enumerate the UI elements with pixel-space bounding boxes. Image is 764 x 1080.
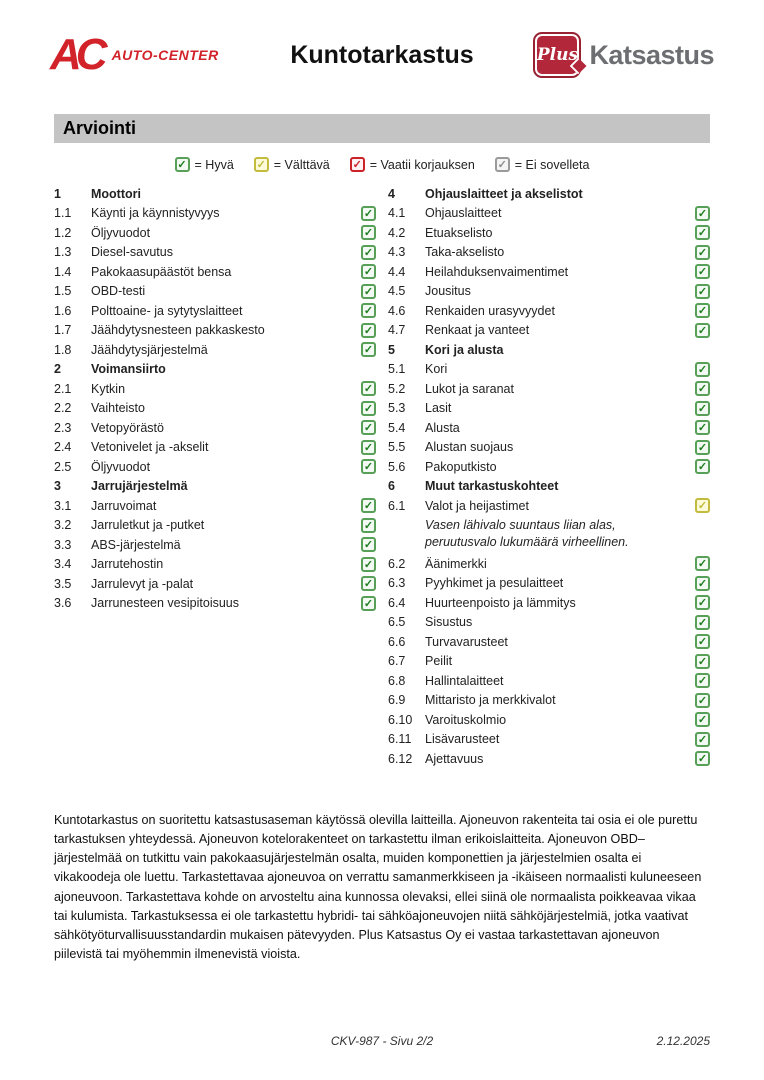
status-checkbox-good: ✓ (695, 634, 710, 649)
checklist-item-row (388, 730, 710, 750)
item-label: Renkaiden urasyvyydet (425, 303, 555, 318)
plus-katsastus-logo (514, 32, 714, 78)
item-number: 3.5 (54, 576, 72, 591)
item-label: Äänimerkki (425, 556, 487, 571)
status-checkbox-good: ✓ (361, 401, 376, 416)
checklist-item-row (54, 496, 376, 516)
section-header-row (388, 340, 710, 360)
item-label: Mittaristo ja merkkivalot (425, 693, 556, 708)
legend-entry-repair (350, 157, 475, 172)
item-label: Varoituskolmio (425, 712, 507, 727)
checklist-item-row (54, 594, 376, 614)
status-checkbox-good: ✓ (695, 206, 710, 221)
auto-center-monogram-icon: AC (50, 30, 102, 79)
section-header-row (54, 477, 376, 497)
footer-reg-page: CKV-987 - Sivu 2/2 (330, 1034, 434, 1048)
status-checkbox-good: ✓ (361, 420, 376, 435)
item-number: 1.3 (54, 245, 72, 260)
checklist-item-row (54, 418, 376, 438)
item-number: 4.3 (388, 245, 406, 260)
item-number: 6.1 (388, 498, 406, 513)
item-label: Pakoputkisto (425, 459, 497, 474)
page-header (0, 0, 764, 78)
status-checkbox-good: ✓ (695, 323, 710, 338)
item-label: Valot ja heijastimet (425, 498, 529, 513)
item-label: Peilit (425, 654, 453, 669)
status-checkbox-good: ✓ (361, 518, 376, 533)
item-number: 3.1 (54, 498, 72, 513)
item-number: 4.6 (388, 303, 406, 318)
item-label: Jarruvoimat (91, 498, 157, 513)
section-header-row (54, 360, 376, 380)
status-checkbox-good: ✓ (695, 459, 710, 474)
status-checkbox-good: ✓ (361, 498, 376, 513)
status-checkbox-good: ✓ (695, 595, 710, 610)
status-checkbox-good: ✓ (695, 576, 710, 591)
item-number: 4.1 (388, 206, 406, 221)
status-checkbox-good: ✓ (695, 673, 710, 688)
checklist-item-row (388, 418, 710, 438)
item-number: 3.4 (54, 557, 72, 572)
item-label: Ohjauslaitteet (425, 206, 502, 221)
status-checkbox-good: ✓ (695, 654, 710, 669)
item-number: 6.7 (388, 654, 406, 669)
status-checkbox-good: ✓ (361, 440, 376, 455)
checklist-item-row (388, 360, 710, 380)
item-number: 1.5 (54, 284, 72, 299)
item-number: 1.2 (54, 225, 72, 240)
status-checkbox-good: ✓ (361, 225, 376, 240)
item-number: 6.5 (388, 615, 406, 630)
item-label: Sisustus (425, 615, 473, 630)
item-label: Kytkin (91, 381, 126, 396)
good-checkbox-icon: ✓ (175, 157, 190, 172)
status-checkbox-good: ✓ (361, 342, 376, 357)
item-number: 5.6 (388, 459, 406, 474)
item-label: Jarrunesteen vesipitoisuus (91, 596, 239, 611)
item-number: 5.2 (388, 381, 406, 396)
item-number: 2.1 (54, 381, 72, 396)
section-title-bar (54, 114, 710, 143)
checklist-item-row (54, 262, 376, 282)
item-number: 5.5 (388, 440, 406, 455)
katsastus-logo-text: Katsastus (589, 39, 714, 70)
checklist-item-row (54, 438, 376, 458)
item-number: 6.12 (388, 751, 413, 766)
status-checkbox-good: ✓ (361, 596, 376, 611)
assessment-column-1 (54, 184, 376, 769)
checklist-item-row (388, 379, 710, 399)
item-label: Öljyvuodot (91, 459, 151, 474)
item-label: Pyyhkimet ja pesulaitteet (425, 576, 564, 591)
status-checkbox-good: ✓ (695, 712, 710, 727)
checklist-item-row (388, 399, 710, 419)
disclaimer-text: Kuntotarkastus on suoritettu katsastusaseman käytössä olevilla laitteilla. Ajoneuvon rakenteita tai osia ei ole purettu tarkastuksen yhteydessä. Ajoneuvon kotelorakenteet on tarkastettu ilman erikoislaitteita. Ajoneuvon OBD–järjestelmää on tutkittu vain pakokaasujärjestelmän osalta, muiden komponettien ja järjestelmien osalta ei vikakoodeja ole luettu. Tarkastettavaa ajoneuvoa on verrattu samanmerkkiseen ja -ikäiseen normaalisti kuluneeseen ajoneuvoon. Tarkastettava kohde on arvosteltu aina kunnossa olevaksi, ellei siinä ole normaalista poikkeavaa vikaa tai kulumista. Tarkastuksessa ei ole tarkastettu hybridi- tai sähköajoneuvojen niitä sähköjärjestelmiä, jotka vaativat sähkötyöturvallisuusstandardin mukaisen pätevyyden. Plus Katsastus Oy ei vastaa tarkastettavan ajoneuvon piilevistä tai myöhemmin ilmenevistä vioista. (54, 812, 702, 962)
item-label: Pakokaasupäästöt bensa (91, 264, 232, 279)
item-number: 5.3 (388, 401, 406, 416)
checklist-item-row (54, 555, 376, 575)
repair-checkbox-icon: ✓ (350, 157, 365, 172)
checklist-item-row (388, 262, 710, 282)
legend-label-good: = Hyvä (194, 157, 234, 172)
item-number: 2.4 (54, 440, 72, 455)
assessment-column-2 (388, 184, 710, 769)
item-label: Ajettavuus (425, 751, 484, 766)
item-number: 4.7 (388, 323, 406, 338)
checklist-item-row (54, 399, 376, 419)
item-label: Diesel-savutus (91, 245, 173, 260)
footer-date: 2.12.2025 (656, 1034, 710, 1048)
item-label: Vetonivelet ja -akselit (91, 440, 209, 455)
plus-badge-text: Plus (536, 45, 579, 65)
checklist-item-row (54, 321, 376, 341)
checklist-item-row (54, 340, 376, 360)
item-label: Jousitus (425, 284, 471, 299)
checklist-item-row (388, 632, 710, 652)
checklist-item-row (388, 321, 710, 341)
status-checkbox-fair: ✓ (695, 498, 710, 513)
checklist-item-row (54, 379, 376, 399)
status-legend (0, 157, 764, 172)
item-number: 3.3 (54, 537, 72, 552)
checklist-item-row (54, 223, 376, 243)
status-checkbox-good: ✓ (695, 732, 710, 747)
legend-label-repair: = Vaatii korjauksen (369, 157, 475, 172)
item-number: 6.10 (388, 712, 413, 727)
item-number: 4.2 (388, 225, 406, 240)
section-title: Arviointi (63, 118, 137, 138)
status-checkbox-good: ✓ (361, 576, 376, 591)
checklist-item-row (388, 204, 710, 224)
checklist-item-row (54, 204, 376, 224)
item-number: 1.7 (54, 323, 72, 338)
item-remark: Vasen lähivalo suuntaus liian alas, peruutusvalo lukumäärä virheellinen. (425, 517, 629, 550)
item-label: Jarrutehostin (91, 557, 164, 572)
item-number: 6.8 (388, 673, 406, 688)
section-title: Jarrujärjestelmä (91, 479, 188, 494)
status-checkbox-good: ✓ (695, 401, 710, 416)
checklist-item-row (388, 457, 710, 477)
fair-checkbox-icon: ✓ (254, 157, 269, 172)
item-number: 5.1 (388, 362, 406, 377)
item-label: Etuakselisto (425, 225, 493, 240)
item-label: Lukot ja saranat (425, 381, 514, 396)
section-header-row (388, 184, 710, 204)
checklist-item-row (388, 301, 710, 321)
item-label: Jarruletkut ja -putket (91, 518, 205, 533)
status-checkbox-good: ✓ (361, 206, 376, 221)
item-number: 6.11 (388, 732, 412, 747)
item-label: Jarrulevyt ja -palat (91, 576, 194, 591)
item-label: Öljyvuodot (91, 225, 151, 240)
status-checkbox-good: ✓ (361, 381, 376, 396)
section-number: 1 (54, 186, 61, 201)
auto-center-logo (50, 30, 250, 79)
item-number: 2.5 (54, 459, 72, 474)
checklist-item-row (388, 652, 710, 672)
checklist-item-row (54, 574, 376, 594)
checklist-item-row (388, 282, 710, 302)
checklist-item-row (388, 671, 710, 691)
status-checkbox-good: ✓ (695, 225, 710, 240)
checklist-item-row (388, 574, 710, 594)
checklist-item-row (388, 613, 710, 633)
item-label: Vetopyörästö (91, 420, 164, 435)
checklist-item-row (388, 749, 710, 769)
section-title: Ohjauslaitteet ja akselistot (425, 186, 583, 201)
item-number: 3.2 (54, 518, 72, 533)
checklist-item-row (388, 243, 710, 263)
status-checkbox-good: ✓ (361, 303, 376, 318)
section-number: 5 (388, 342, 395, 357)
auto-center-logo-text: AUTO-CENTER (111, 47, 219, 63)
checklist-item-row (388, 438, 710, 458)
section-title: Moottori (91, 186, 141, 201)
status-checkbox-good: ✓ (695, 615, 710, 630)
item-number: 6.9 (388, 693, 406, 708)
page-title: Kuntotarkastus (290, 40, 474, 69)
item-label: Heilahduksenvaimentimet (425, 264, 569, 279)
status-checkbox-good: ✓ (695, 751, 710, 766)
status-checkbox-good: ✓ (361, 245, 376, 260)
legend-label-fair: = Välttävä (273, 157, 330, 172)
item-label: Alustan suojaus (425, 440, 514, 455)
item-label: ABS-järjestelmä (91, 537, 181, 552)
status-checkbox-good: ✓ (695, 693, 710, 708)
status-checkbox-good: ✓ (361, 557, 376, 572)
status-checkbox-good: ✓ (695, 556, 710, 571)
status-checkbox-good: ✓ (695, 362, 710, 377)
checklist-item-row (54, 516, 376, 536)
section-number: 3 (54, 479, 61, 494)
section-number: 4 (388, 186, 395, 201)
status-checkbox-good: ✓ (695, 381, 710, 396)
status-checkbox-good: ✓ (361, 537, 376, 552)
item-number: 2.2 (54, 401, 72, 416)
plus-badge-icon (533, 32, 581, 78)
legend-label-na: = Ei sovelleta (514, 157, 590, 172)
section-header-row (388, 477, 710, 497)
page-footer (0, 1034, 764, 1050)
legend-entry-good (175, 157, 234, 172)
item-number: 6.2 (388, 556, 406, 571)
item-label: OBD-testi (91, 284, 146, 299)
checklist-item-row (388, 710, 710, 730)
na-checkbox-icon: ✓ (495, 157, 510, 172)
section-number: 6 (388, 479, 395, 494)
status-checkbox-good: ✓ (695, 284, 710, 299)
item-number: 6.3 (388, 576, 406, 591)
item-number: 3.6 (54, 596, 72, 611)
checklist-item-row (388, 593, 710, 613)
item-number: 1.1 (54, 206, 72, 221)
status-checkbox-good: ✓ (695, 245, 710, 260)
status-checkbox-good: ✓ (361, 323, 376, 338)
checklist-item-row (388, 496, 710, 516)
checklist-item-row (54, 282, 376, 302)
item-label: Polttoaine- ja sytytyslaitteet (91, 303, 243, 318)
section-title: Kori ja alusta (425, 342, 504, 357)
item-number: 1.4 (54, 264, 72, 279)
checklist-item-row (388, 691, 710, 711)
item-number: 5.4 (388, 420, 406, 435)
section-header-row (54, 184, 376, 204)
checklist-item-row (388, 554, 710, 574)
item-number: 6.4 (388, 595, 406, 610)
checklist-item-row (54, 301, 376, 321)
item-number: 4.5 (388, 284, 406, 299)
item-label: Taka-akselisto (425, 245, 505, 260)
checklist-item-row (388, 223, 710, 243)
item-label: Kori (425, 362, 448, 377)
status-checkbox-good: ✓ (695, 264, 710, 279)
item-number: 4.4 (388, 264, 406, 279)
item-label: Käynti ja käynnistyvyys (91, 206, 220, 221)
assessment-columns (0, 184, 764, 769)
status-checkbox-good: ✓ (695, 440, 710, 455)
checklist-item-row (54, 535, 376, 555)
item-number: 1.6 (54, 303, 72, 318)
item-number: 1.8 (54, 342, 72, 357)
checklist-item-row (54, 243, 376, 263)
item-number: 2.3 (54, 420, 72, 435)
status-checkbox-good: ✓ (695, 420, 710, 435)
legend-entry-fair (254, 157, 330, 172)
section-title: Muut tarkastuskohteet (425, 479, 559, 494)
status-checkbox-good: ✓ (695, 303, 710, 318)
item-label: Lisävarusteet (425, 732, 500, 747)
section-title: Voimansiirto (91, 362, 166, 377)
item-label: Hallintalaitteet (425, 673, 504, 688)
item-label: Renkaat ja vanteet (425, 323, 530, 338)
checklist-item-row (54, 457, 376, 477)
status-checkbox-good: ✓ (361, 264, 376, 279)
item-label: Huurteenpoisto ja lämmitys (425, 595, 576, 610)
item-label: Vaihteisto (91, 401, 145, 416)
legend-entry-na (495, 157, 590, 172)
item-label: Turvavarusteet (425, 634, 508, 649)
item-label: Jäähdytysjärjestelmä (91, 342, 208, 357)
status-checkbox-good: ✓ (361, 459, 376, 474)
item-label: Lasit (425, 401, 452, 416)
item-label: Alusta (425, 420, 460, 435)
item-label: Jäähdytysnesteen pakkaskesto (91, 323, 265, 338)
item-number: 6.6 (388, 634, 406, 649)
section-number: 2 (54, 362, 61, 377)
status-checkbox-good: ✓ (361, 284, 376, 299)
